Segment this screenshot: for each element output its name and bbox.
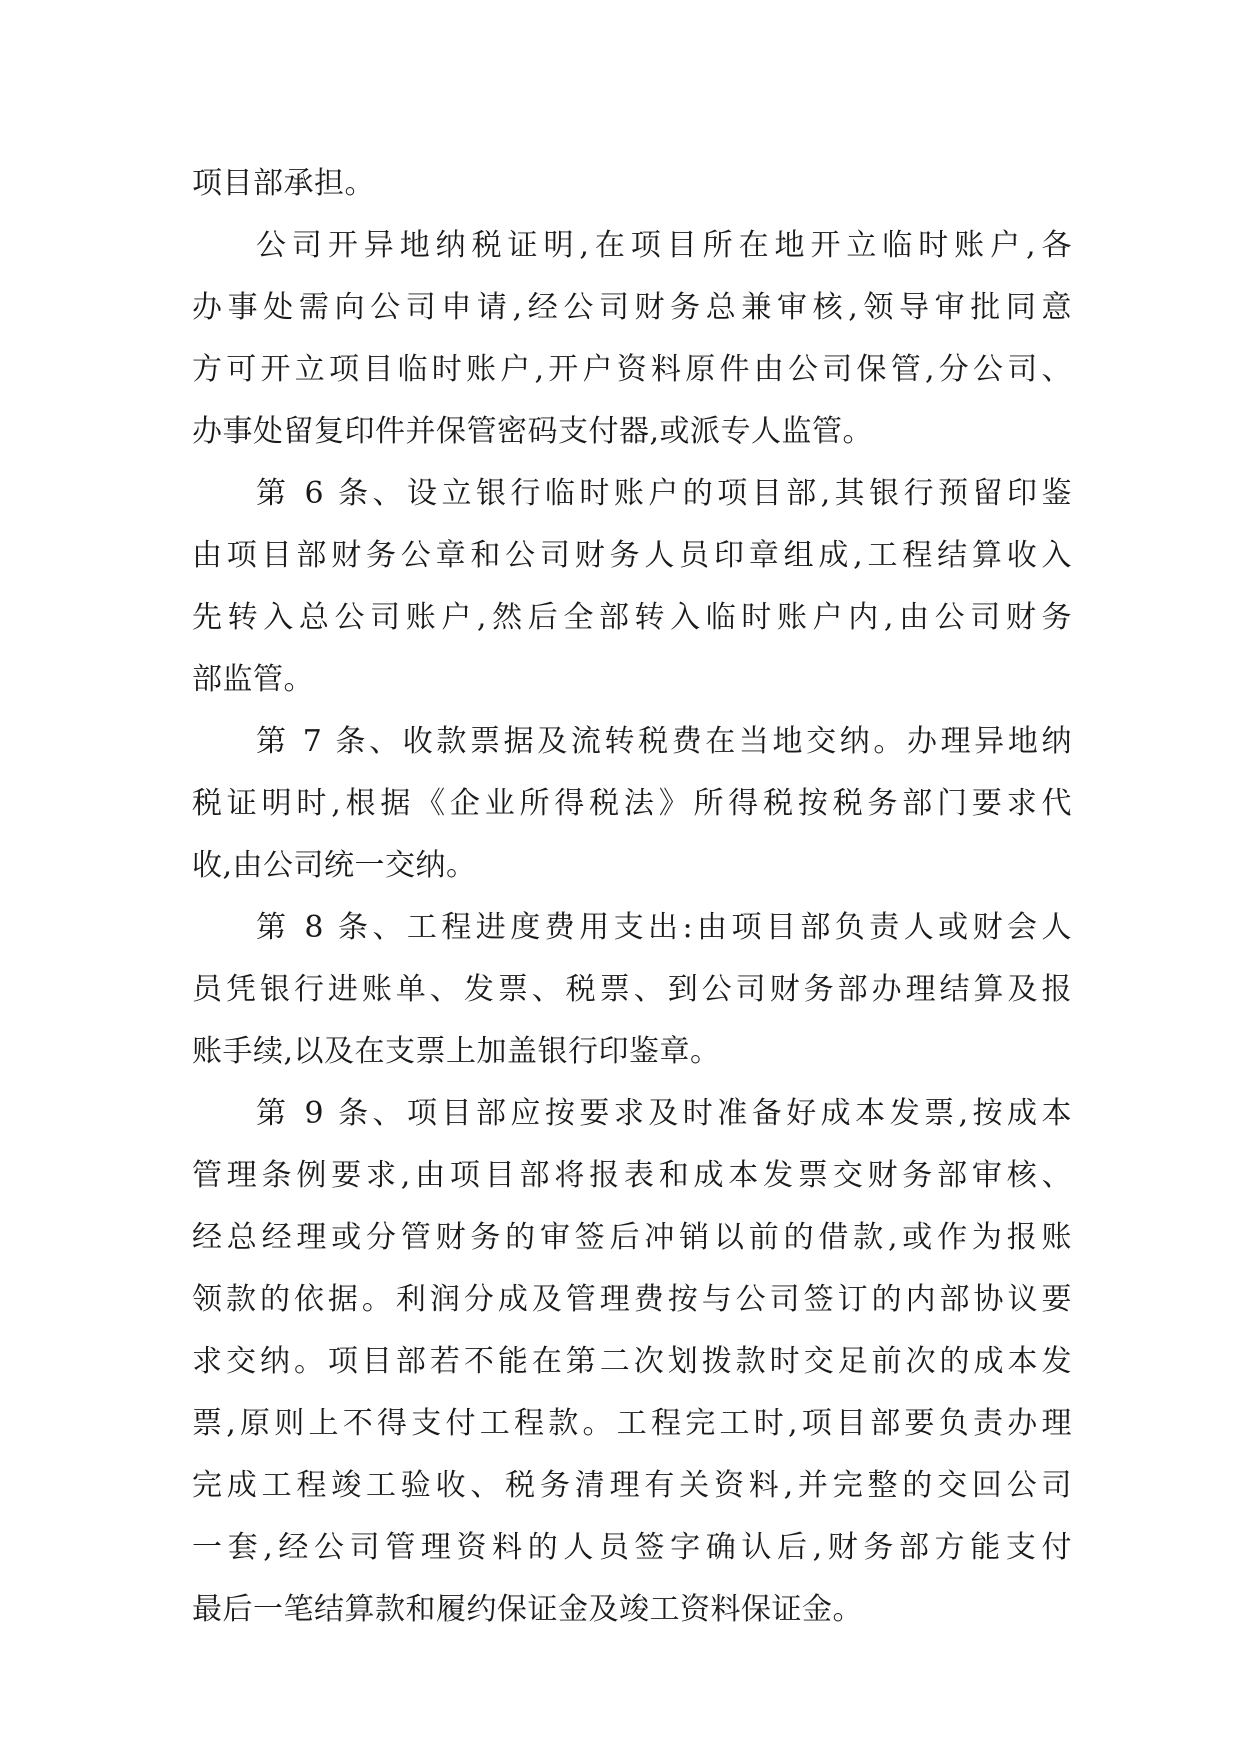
text-line: 部监管。 (192, 662, 314, 697)
text-line: 最后一笔结算款和履约保证金及竣工资料保证金。 (192, 1592, 863, 1627)
document-body (192, 153, 1072, 1641)
text-line: 员凭银行进账单、发票、税票、到公司财务部办理结算及报 (192, 972, 1072, 1007)
text-line: 完成工程竣工验收、税务清理有关资料,并完整的交回公司 (192, 1468, 1072, 1503)
text-line: 由项目部财务公章和公司财务人员印章组成,工程结算收入 (192, 538, 1072, 573)
text-line: 管理条例要求,由项目部将报表和成本发票交财务部审核、 (192, 1158, 1072, 1193)
text-line: 一套,经公司管理资料的人员签字确认后,财务部方能支付 (192, 1530, 1072, 1565)
text-line: 求交纳。项目部若不能在第二次划拨款时交足前次的成本发 (192, 1344, 1072, 1379)
paragraph-first-line: 公司开异地纳税证明,在项目所在地开立临时账户,各 (256, 228, 1072, 263)
article-7-first-line: 第 7 条、收款票据及流转税费在当地交纳。办理异地纳 (256, 724, 1072, 759)
text-line: 办事处留复印件并保管密码支付器,或派专人监管。 (192, 414, 874, 449)
text-line: 领款的依据。利润分成及管理费按与公司签订的内部协议要 (192, 1282, 1072, 1317)
text-line: 收,由公司统一交纳。 (192, 848, 477, 883)
text-line: 税证明时,根据《企业所得税法》所得税按税务部门要求代 (192, 786, 1072, 821)
article-6-first-line: 第 6 条、设立银行临时账户的项目部,其银行预留印鉴 (256, 476, 1072, 511)
text-line: 账手续,以及在支票上加盖银行印鉴章。 (192, 1034, 721, 1069)
text-line: 经总经理或分管财务的审签后冲销以前的借款,或作为报账 (192, 1220, 1072, 1255)
article-8-first-line: 第 8 条、工程进度费用支出:由项目部负责人或财会人 (256, 910, 1072, 945)
text-line: 票,原则上不得支付工程款。工程完工时,项目部要负责办理 (192, 1406, 1072, 1441)
text-line: 项目部承担。 (192, 166, 375, 201)
text-line: 方可开立项目临时账户,开户资料原件由公司保管,分公司、 (192, 352, 1072, 387)
article-9-first-line: 第 9 条、项目部应按要求及时准备好成本发票,按成本 (256, 1096, 1072, 1131)
text-line: 办事处需向公司申请,经公司财务总兼审核,领导审批同意 (192, 290, 1072, 325)
text-line: 先转入总公司账户,然后全部转入临时账户内,由公司财务 (192, 600, 1072, 635)
